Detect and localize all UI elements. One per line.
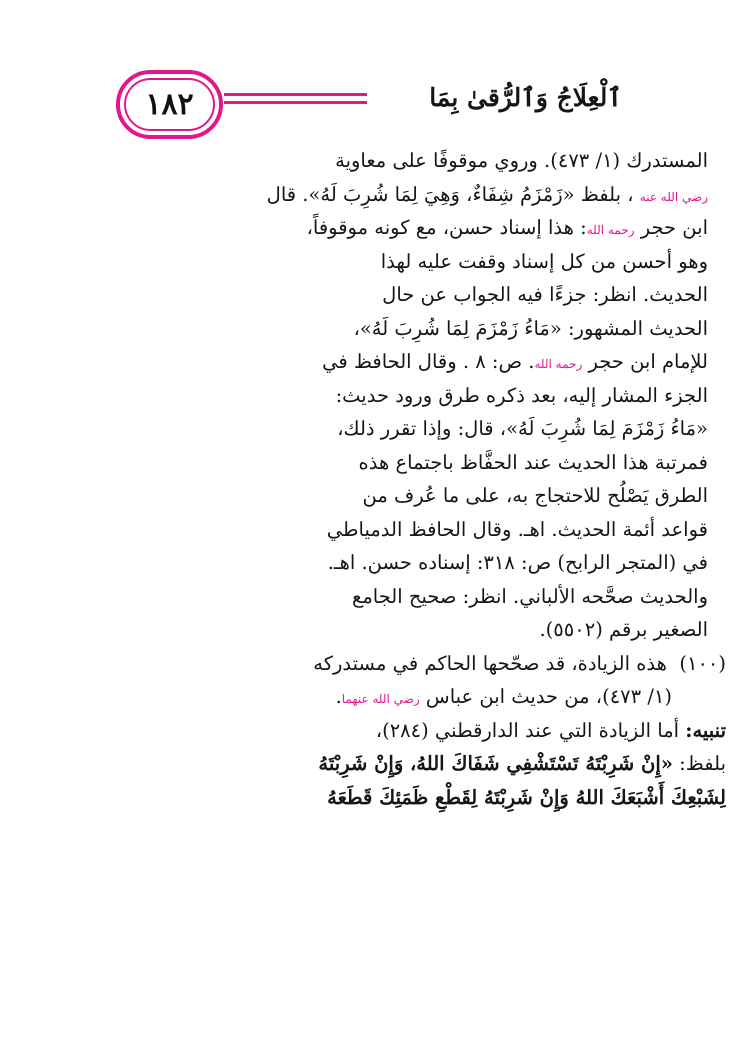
text-line: الطرق يَصْلُح للاحتجاج به، على ما عُرف من bbox=[362, 484, 708, 507]
running-header-title: ٱلْعِلَاجُ وَٱلرُّقىٰ بِمَا bbox=[429, 83, 622, 112]
honorific-radiyahuma-icon: رضي الله عنهما bbox=[341, 692, 420, 706]
footnote-marker: (١٠٠) bbox=[679, 651, 726, 675]
text-line: في (المتجر الرابح) ص: ٣١٨: إسناده حسن. اهـ. bbox=[327, 551, 708, 574]
quote-line: لِشَبْعِكَ أَشْبَعَكَ اللهُ وَإِنْ شَرِبْتَهُ لِقَطْعِ ظَمَئِكَ قَطَعَهُ bbox=[327, 785, 726, 809]
page-number: ١٨٢ bbox=[124, 78, 215, 131]
footnote-line: (١/ ٤٧٣)، من حديث ابن عباس رضي الله عنهما. bbox=[335, 685, 672, 708]
honorific-radiya-icon: رضي الله عنه bbox=[639, 189, 708, 204]
note-label: تنبيه: bbox=[685, 718, 726, 742]
honorific-rahimahullah-icon: رحمه الله bbox=[534, 357, 583, 371]
text-line: «مَاءُ زَمْزَمَ لِمَا شُرِبَ لَهُ»، قال: وإذا تقرر ذلك، bbox=[337, 417, 708, 440]
header-divider bbox=[224, 93, 367, 104]
text-line: الحديث المشهور: «مَاءُ زَمْزَمَ لِمَا شُرِبَ لَهُ»، bbox=[353, 316, 708, 340]
text-line: ابن حجر رحمه الله: هذا إسناد حسن، مع كونه موقوفاً، bbox=[306, 216, 708, 239]
text-line: فمرتبة هذا الحديث عند الحفَّاظ باجتماع هذه bbox=[358, 450, 708, 474]
quote-line: بلفظ: «إِنْ شَرِبْتَهُ تَسْتَشْفِي شَفَاكَ اللهُ، وَإِنْ شَرِبْتَهُ bbox=[318, 752, 726, 775]
text-line: الصغير برقم (٥٥٠٢). bbox=[539, 618, 708, 641]
page-number-badge bbox=[116, 70, 223, 139]
footnote-line: (١٠٠) هذه الزيادة، قد صحّحها الحاكم في مستدركه bbox=[313, 651, 726, 675]
text-line: رضي الله عنه ، بلفظ «زَمْزَمُ شِفَاءٌ، وَهِيَ لِمَا شُرِبَ لَهُ». قال bbox=[266, 182, 708, 206]
text-line: قواعد أئمة الحديث. اهـ. وقال الحافظ الدمياطي bbox=[326, 517, 708, 541]
text-line: والحديث صحَّحه الألباني. انظر: صحيح الجامع bbox=[351, 584, 708, 608]
text-line: المستدرك (١/ ٤٧٣). وروي موقوفًا على معاوية bbox=[335, 149, 708, 172]
note-line: تنبيه: أما الزيادة التي عند الدارقطني (٢٨٤)، bbox=[375, 718, 726, 742]
page-body bbox=[100, 144, 726, 814]
text-line: الجزء المشار إليه، بعد ذكره طرق ورود حديث: bbox=[335, 383, 708, 407]
honorific-rahimahullah-icon: رحمه الله bbox=[586, 223, 635, 237]
text-line: وهو أحسن من كل إسناد وقفت عليه لهذا bbox=[380, 249, 708, 273]
text-line: الحديث. انظر: جزءًا فيه الجواب عن حال bbox=[382, 283, 708, 306]
text-line: للإمام ابن حجر رحمه الله. ص: ٨ . وقال الحافظ في bbox=[322, 350, 708, 373]
